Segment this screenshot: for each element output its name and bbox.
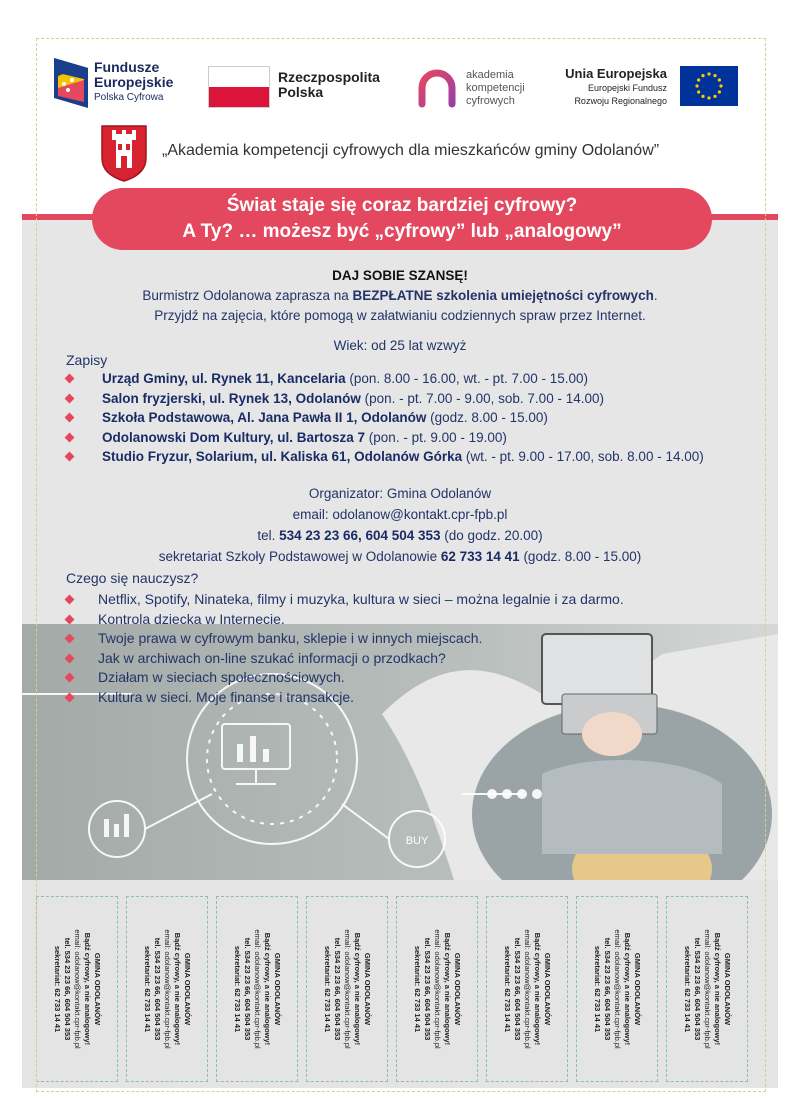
bullet-diamond-icon: [65, 614, 75, 624]
tab-text: [412, 904, 462, 1074]
topic-item: [62, 688, 624, 708]
tear-off-tab[interactable]: [666, 896, 748, 1082]
akademia-logo-icon: [414, 64, 460, 110]
topic-item: [62, 649, 624, 669]
eu-star-icon: [718, 90, 721, 93]
tab-line4: tel. 534 23 23 66, 604 504 353: [243, 937, 252, 1041]
poland-line2: Polska: [278, 84, 324, 100]
eu-flag-icon: [680, 66, 738, 106]
tab-line5: sekretariat: 62 733 14 41: [53, 945, 62, 1033]
topic-item: [62, 629, 624, 649]
intro-line1-bold: BEZPŁATNE szkolenia umiejętności cyfrowych: [352, 288, 654, 303]
banner-line1: Świat staje się coraz bardziej cyfrowy?: [226, 195, 578, 216]
tab-line2: Bądź cyfrowy, a nie analogowy!: [263, 932, 272, 1046]
location-place: Studio Fryzur, Solarium, ul. Kaliska 61, Odolanów Górka: [102, 449, 463, 464]
tab-text: [232, 904, 282, 1074]
location-item: [62, 369, 772, 389]
topic-text: Twoje prawa w cyfrowym banku, sklepie i w innych miejscach.: [98, 630, 483, 646]
organizer-phone-line: [22, 525, 778, 546]
fundusze-line1: Fundusze: [94, 59, 160, 75]
email-link[interactable]: odolanow@kontakt.cpr-fpb.pl: [332, 507, 508, 522]
learn-topics: [62, 590, 624, 707]
location-place: Odolanowski Dom Kultury, ul. Bartosza 7: [102, 429, 366, 445]
topic-text: Kultura w sieci. Moje finanse i transakcje.: [98, 688, 354, 705]
tab-line2: Bądź cyfrowy, a nie analogowy!: [173, 932, 182, 1046]
fundusze-line2: Europejskie: [94, 74, 174, 90]
eu-star-icon: [719, 84, 722, 87]
fundusze-europejskie-text: [94, 60, 173, 103]
eu-star-icon: [701, 74, 704, 77]
tab-line2: Bądź cyfrowy, a nie analogowy!: [623, 932, 632, 1046]
bullet-diamond-icon: [65, 634, 75, 644]
bullet-diamond-icon: [65, 374, 75, 384]
tab-line1: GMINA ODOLANÓW: [93, 952, 102, 1026]
buy-label: BUY: [405, 835, 429, 847]
tab-line4: tel. 534 23 23 66, 604 504 353: [333, 937, 342, 1041]
tab-line5: sekretariat: 62 733 14 41: [593, 945, 602, 1033]
tab-line3: email: odolanow@kontakt.cpr-fpb.pl: [613, 929, 622, 1049]
topic-text: Netflix, Spotify, Ninateka, filmy i muzyka, kultura w sieci – można legalnie i za darmo.: [98, 591, 624, 607]
phone-note: (do godz. 20.00): [440, 528, 543, 543]
intro-line1-end: .: [653, 288, 658, 303]
tab-line5: sekretariat: 62 733 14 41: [233, 945, 242, 1033]
school-note: (godz. 8.00 - 15.00): [519, 549, 642, 564]
tab-text: [322, 904, 372, 1074]
school-phone-line: [22, 546, 778, 567]
location-item: [62, 428, 772, 448]
intro-section: [22, 266, 778, 356]
location-place: Salon fryzjerski, ul. Rynek 13, Odolanów: [102, 390, 361, 406]
tab-line3: email: odolanow@kontakt.cpr-fpb.pl: [343, 929, 352, 1049]
headline-banner: [92, 188, 712, 250]
tab-line2: Bądź cyfrowy, a nie analogowy!: [713, 932, 722, 1046]
tab-text: [502, 904, 552, 1074]
school-phone: 62 733 14 41: [440, 549, 520, 564]
tab-line4: tel. 534 23 23 66, 604 504 353: [513, 937, 522, 1041]
poland-line1: Rzeczpospolita: [278, 69, 380, 85]
tab-text: [142, 904, 192, 1074]
location-hours: (pon. - pt. 9.00 - 19.00): [365, 429, 507, 445]
location-item: [62, 447, 772, 467]
intro-heading: DAJ SOBIE SZANSĘ!: [332, 268, 468, 283]
tear-off-tab[interactable]: [216, 896, 298, 1082]
registration-locations: [62, 369, 772, 467]
eu-star-icon: [701, 95, 704, 98]
eu-star-icon: [718, 78, 721, 81]
akademia-line1: akademia: [466, 69, 514, 81]
tab-text: [682, 904, 732, 1074]
topic-text: Jak w archiwach on-line szukać informacji o przodkach?: [98, 649, 446, 666]
tab-line3: email: odolanow@kontakt.cpr-fpb.pl: [73, 929, 82, 1049]
location-item: [62, 389, 772, 409]
tab-line2: Bądź cyfrowy, a nie analogowy!: [353, 932, 362, 1046]
tab-line3: email: odolanow@kontakt.cpr-fpb.pl: [163, 929, 172, 1049]
tear-off-tab[interactable]: [306, 896, 388, 1082]
tab-line5: sekretariat: 62 733 14 41: [503, 945, 512, 1033]
poland-text: [278, 70, 388, 100]
tear-off-tab[interactable]: [126, 896, 208, 1082]
tab-line5: sekretariat: 62 733 14 41: [683, 945, 692, 1033]
bullet-diamond-icon: [65, 673, 75, 683]
organizer-email-line: [22, 504, 778, 525]
tab-line4: tel. 534 23 23 66, 604 504 353: [603, 937, 612, 1041]
eu-star-icon: [713, 95, 716, 98]
tab-line3: email: odolanow@kontakt.cpr-fpb.pl: [253, 929, 262, 1049]
location-hours: (pon. 8.00 - 16.00, wt. - pt. 7.00 - 15.00): [345, 371, 588, 386]
eu-text: [552, 66, 667, 107]
tab-line3: email: odolanow@kontakt.cpr-fpb.pl: [433, 929, 442, 1049]
school-label: sekretariat Szkoły Podstawowej w Odolanowie: [158, 549, 441, 564]
phone-label: tel.: [257, 528, 280, 543]
fundusze-line3: Polska Cyfrowa: [94, 92, 164, 103]
tab-text: [592, 904, 642, 1074]
eu-star-icon: [707, 96, 710, 99]
eu-star-icon: [695, 84, 698, 87]
tab-line3: email: odolanow@kontakt.cpr-fpb.pl: [523, 929, 532, 1049]
tear-off-tab[interactable]: [576, 896, 658, 1082]
location-place: Szkoła Podstawowa, Al. Jana Pawła II 1, Odolanów: [102, 410, 427, 425]
eu-star-icon: [713, 74, 716, 77]
bullet-diamond-icon: [65, 432, 75, 442]
tab-line5: sekretariat: 62 733 14 41: [143, 945, 152, 1033]
organizer-line: Organizator: Gmina Odolanów: [308, 486, 492, 501]
tab-line1: GMINA ODOLANÓW: [273, 952, 282, 1026]
bullet-diamond-icon: [65, 413, 75, 423]
location-item: [62, 408, 772, 428]
location-hours: (pon. - pt. 7.00 - 9.00, sob. 7.00 - 14.00): [360, 390, 604, 406]
banner-line2: A Ty? … możesz być „cyfrowy” lub „analogowy”: [182, 221, 622, 242]
akademia-line2: kompetencji: [466, 82, 525, 94]
bullet-diamond-icon: [65, 452, 75, 462]
bullet-diamond-icon: [65, 692, 75, 702]
tab-line4: tel. 534 23 23 66, 604 504 353: [63, 937, 72, 1041]
tab-line5: sekretariat: 62 733 14 41: [323, 945, 332, 1033]
tear-off-tab[interactable]: [36, 896, 118, 1082]
akademia-text: [466, 69, 525, 108]
intro-line1-text: Burmistrz Odolanowa zaprasza na: [142, 288, 353, 303]
tear-off-strip: [22, 880, 778, 1088]
topic-text: Działam w sieciach społecznościowych.: [98, 669, 345, 685]
eu-line2: Europejski Fundusz: [587, 83, 667, 93]
eu-star-icon: [707, 72, 710, 75]
eu-star-icon: [697, 90, 700, 93]
age-requirement: Wiek: od 25 lat wzwyż: [333, 338, 467, 353]
zapisy-label: Zapisy: [66, 352, 108, 368]
tab-line4: tel. 534 23 23 66, 604 504 353: [153, 937, 162, 1041]
intro-line2: Przyjdź na zajęcia, które pomogą w załatwianiu codziennych spraw przez Internet.: [154, 308, 646, 323]
tab-line1: GMINA ODOLANÓW: [543, 952, 552, 1026]
phone-numbers: 534 23 23 66, 604 504 353: [279, 528, 441, 543]
tab-line5: sekretariat: 62 733 14 41: [413, 945, 422, 1033]
tear-off-tab[interactable]: [396, 896, 478, 1082]
eu-line1: Unia Europejska: [565, 66, 667, 81]
odolanow-crest-icon: [100, 124, 148, 182]
tab-line1: GMINA ODOLANÓW: [453, 952, 462, 1026]
bullet-diamond-icon: [65, 595, 75, 605]
tab-line2: Bądź cyfrowy, a nie analogowy!: [533, 932, 542, 1046]
topic-item: [62, 610, 624, 630]
location-place: Urząd Gminy, ul. Rynek 11, Kancelaria: [102, 371, 346, 386]
topic-text: Kontrola dziecka w Internecie.: [98, 610, 285, 627]
topic-item: [62, 590, 624, 610]
intro-line1: [22, 286, 778, 306]
organizer-section: [22, 483, 778, 567]
fundusze-europejskie-logo-icon: [54, 58, 88, 108]
eu-star-icon: [697, 78, 700, 81]
flyer-sheet: [22, 28, 778, 1088]
bullet-diamond-icon: [65, 653, 75, 663]
tab-line3: email: odolanow@kontakt.cpr-fpb.pl: [703, 929, 712, 1049]
project-title: „Akademia kompetencji cyfrowych dla mieszkańców gminy Odolanów”: [162, 142, 660, 159]
bullet-diamond-icon: [65, 393, 75, 403]
tab-line1: GMINA ODOLANÓW: [183, 952, 192, 1026]
tab-line2: Bądź cyfrowy, a nie analogowy!: [83, 932, 92, 1046]
tab-line4: tel. 534 23 23 66, 604 504 353: [693, 937, 702, 1041]
location-hours: (wt. - pt. 9.00 - 17.00, sob. 8.00 - 14.00): [462, 449, 704, 464]
topic-item: [62, 668, 624, 688]
tab-line4: tel. 534 23 23 66, 604 504 353: [423, 937, 432, 1041]
learn-label: Czego się nauczysz?: [66, 570, 199, 586]
tab-line1: GMINA ODOLANÓW: [723, 952, 732, 1026]
akademia-line3: cyfrowych: [466, 95, 515, 107]
tab-text: [52, 904, 102, 1074]
tear-off-tab[interactable]: [486, 896, 568, 1082]
tab-line1: GMINA ODOLANÓW: [363, 952, 372, 1026]
location-hours: (godz. 8.00 - 15.00): [426, 410, 548, 425]
email-label: email:: [292, 507, 333, 522]
tab-line2: Bądź cyfrowy, a nie analogowy!: [443, 932, 452, 1046]
tab-line1: GMINA ODOLANÓW: [633, 952, 642, 1026]
poland-flag-icon: [208, 66, 270, 108]
eu-line3: Rozwoju Regionalnego: [574, 96, 667, 106]
